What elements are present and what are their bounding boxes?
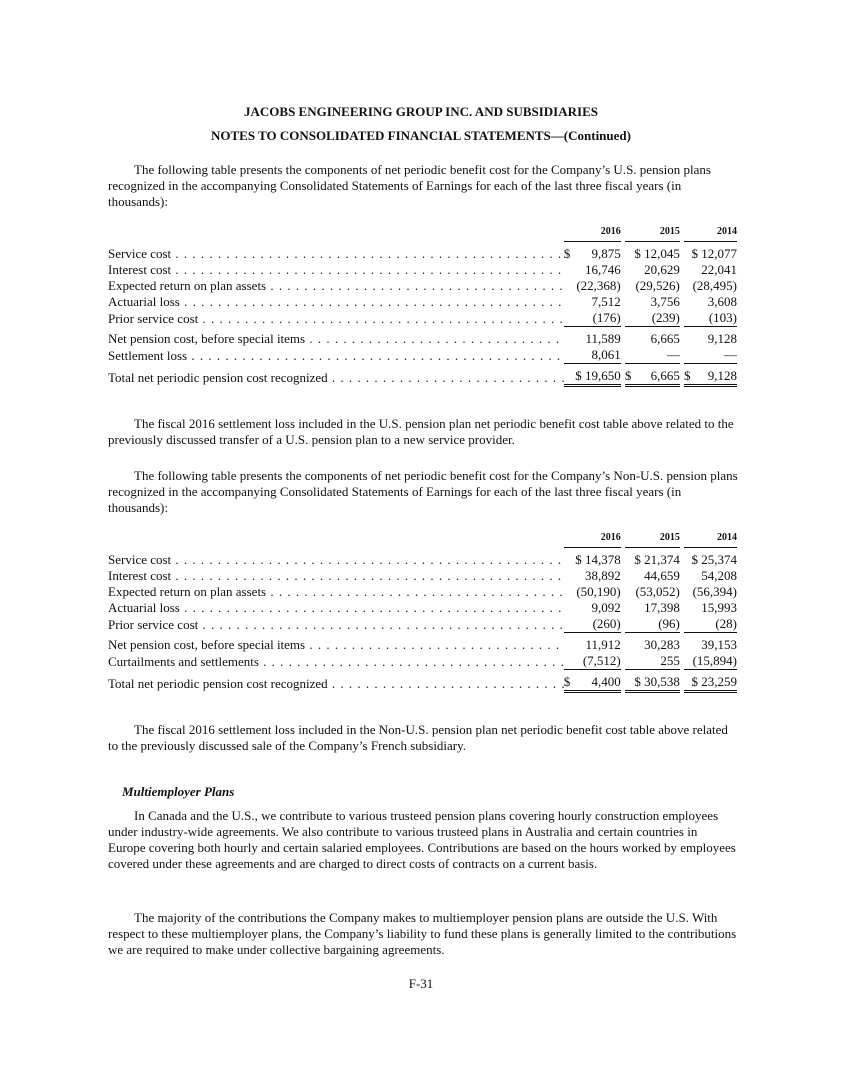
table-row xyxy=(108,262,737,278)
notes-title: NOTES TO CONSOLIDATED FINANCIAL STATEMENTS—(Continued) xyxy=(211,128,631,143)
dollar-sign: $ xyxy=(624,368,632,383)
cell-value: (239) xyxy=(625,310,680,327)
row-label: Total net periodic pension cost recognized xyxy=(108,675,328,691)
year-header: 2014 xyxy=(684,224,737,242)
cell-value: (103) xyxy=(684,310,737,327)
row-label: Prior service cost xyxy=(108,310,199,326)
cell-value: (29,526) xyxy=(635,278,680,293)
cell-value: 4,400 xyxy=(591,674,621,689)
cell-value: 39,153 xyxy=(701,637,737,652)
row-label: Service cost xyxy=(108,552,172,567)
year-header: 2016 xyxy=(564,530,621,548)
cell-value: 17,398 xyxy=(644,600,680,615)
multiemployer-text-2: The majority of the contributions the Company makes to multiemployer pension plans are outside the U.S. With respect to these multiemployer plans, the Company’s liability to fund these plans is generally limited to the contributions we are required to make under collective bargaining agreements. xyxy=(108,910,737,957)
cell-value: (176) xyxy=(564,310,621,327)
cell-value: 15,993 xyxy=(701,600,737,615)
cell-value: 6,665 xyxy=(650,331,680,346)
us-pension-cost-table xyxy=(108,224,737,387)
dollar-sign: $ xyxy=(683,368,691,383)
row-label: Actuarial loss xyxy=(108,600,180,615)
cell-value: (22,368) xyxy=(576,278,621,293)
cell-value: (15,894) xyxy=(684,653,737,670)
nonus-pension-cost-table xyxy=(108,530,737,693)
cell-value: 44,659 xyxy=(644,568,680,583)
cell-value: (260) xyxy=(564,616,621,633)
cell-value: 9,875 xyxy=(591,246,621,261)
cell-value: (53,052) xyxy=(635,584,680,599)
table-row xyxy=(108,331,737,347)
intro-nonus-text: The following table presents the components of net periodic benefit cost for the Company’s Non-U.S. pension plans recognized in the accompanying Consolidated Statements of Earnings for each of the last three fiscal years (in thousands): xyxy=(108,468,738,515)
intro-us-paragraph xyxy=(108,162,738,210)
cell-value: $ 21,374 xyxy=(634,552,680,567)
table-row xyxy=(108,246,737,262)
cell-value: 38,892 xyxy=(585,568,621,583)
multiemployer-paragraph-2 xyxy=(108,910,738,958)
row-label: Net pension cost, before special items xyxy=(108,637,306,652)
cell-value: 9,128 xyxy=(707,368,737,383)
year-header: 2015 xyxy=(625,224,680,242)
cell-value: (96) xyxy=(625,616,680,633)
multiemployer-paragraph-1 xyxy=(108,808,738,872)
dollar-sign: $ xyxy=(563,674,571,689)
cell-value: 7,512 xyxy=(591,294,621,309)
year-header: 2016 xyxy=(564,224,621,242)
table-total-row xyxy=(108,674,737,692)
cell-value: 30,283 xyxy=(644,637,680,652)
table-header-row xyxy=(108,530,737,548)
note-us-text: The fiscal 2016 settlement loss included in the U.S. pension plan net periodic benefit cost table above related to the previously discussed transfer of a U.S. pension plan to a new service provider. xyxy=(108,416,734,447)
cell-value: (28) xyxy=(684,616,737,633)
table-row xyxy=(108,347,737,364)
cell-value: 54,208 xyxy=(701,568,737,583)
page-number: F-31 xyxy=(408,976,434,991)
table-header-row xyxy=(108,224,737,242)
multiemployer-text-1: In Canada and the U.S., we contribute to various trusteed pension plans covering hourly construction employees under industry-wide agreements. We also contribute to various trusteed plans in Australia and certain countries in Europe covering both hourly and certain salaried employees. Contributions are based on the hours worked by employees covered under these agreements and are charged to direct costs of contracts on a current basis. xyxy=(108,808,736,871)
table-total-row xyxy=(108,368,737,386)
note-us-paragraph xyxy=(108,416,738,448)
row-label: Expected return on plan assets xyxy=(108,278,267,293)
table-row xyxy=(108,310,737,327)
cell-value: $ 25,374 xyxy=(691,552,737,567)
table-row xyxy=(108,584,737,600)
cell-value: (7,512) xyxy=(564,653,621,670)
table-row xyxy=(108,616,737,633)
cell-value: 11,912 xyxy=(585,637,621,652)
row-label: Interest cost xyxy=(108,568,172,583)
row-label: Curtailments and settlements xyxy=(108,653,259,669)
row-label: Net pension cost, before special items xyxy=(108,331,306,346)
cell-value: $ 30,538 xyxy=(625,674,680,692)
cell-value: 20,629 xyxy=(644,262,680,277)
cell-value: $ 12,045 xyxy=(634,246,680,261)
cell-value: — xyxy=(625,347,680,364)
table-row xyxy=(108,278,737,294)
table-row xyxy=(108,600,737,616)
cell-value: 255 xyxy=(625,653,680,670)
table-row xyxy=(108,552,737,568)
note-nonus-paragraph xyxy=(108,722,738,754)
cell-value: (28,495) xyxy=(692,278,737,293)
cell-value: (50,190) xyxy=(576,584,621,599)
cell-value: 11,589 xyxy=(585,331,621,346)
dollar-sign: $ xyxy=(563,246,571,261)
company-title: JACOBS ENGINEERING GROUP INC. AND SUBSIDIARIES xyxy=(244,104,598,119)
table-row xyxy=(108,294,737,310)
cell-value: 8,061 xyxy=(564,347,621,364)
cell-value: 3,608 xyxy=(707,294,737,309)
cell-value: 6,665 xyxy=(650,368,680,383)
table-row xyxy=(108,653,737,670)
cell-value: (56,394) xyxy=(692,584,737,599)
row-label: Interest cost xyxy=(108,262,172,277)
row-label: Settlement loss xyxy=(108,347,188,363)
table-row xyxy=(108,637,737,653)
row-label: Prior service cost xyxy=(108,616,199,632)
cell-value: $ 12,077 xyxy=(691,246,737,261)
cell-value: 3,756 xyxy=(650,294,680,309)
cell-value: $ 14,378 xyxy=(575,552,621,567)
row-label: Total net periodic pension cost recognized xyxy=(108,369,328,385)
note-nonus-text: The fiscal 2016 settlement loss included in the Non-U.S. pension plan net periodic benefit cost table above related to the previously discussed sale of the Company’s French subsidiary. xyxy=(108,722,728,753)
cell-value: 9,092 xyxy=(591,600,621,615)
cell-value: $ 19,650 xyxy=(564,368,621,386)
cell-value: 22,041 xyxy=(701,262,737,277)
row-label: Service cost xyxy=(108,246,172,261)
year-header: 2015 xyxy=(625,530,680,548)
row-label: Expected return on plan assets xyxy=(108,584,267,599)
intro-us-text: The following table presents the components of net periodic benefit cost for the Company’s U.S. pension plans recognized in the accompanying Consolidated Statements of Earnings for each of the last three fiscal years (in thousands): xyxy=(108,162,711,209)
multiemployer-heading: Multiemployer Plans xyxy=(122,784,235,799)
cell-value: $ 23,259 xyxy=(684,674,737,692)
year-header: 2014 xyxy=(684,530,737,548)
cell-value: 16,746 xyxy=(585,262,621,277)
cell-value: — xyxy=(684,347,737,364)
row-label: Actuarial loss xyxy=(108,294,180,309)
table-row xyxy=(108,568,737,584)
intro-nonus-paragraph xyxy=(108,468,738,516)
cell-value: 9,128 xyxy=(707,331,737,346)
